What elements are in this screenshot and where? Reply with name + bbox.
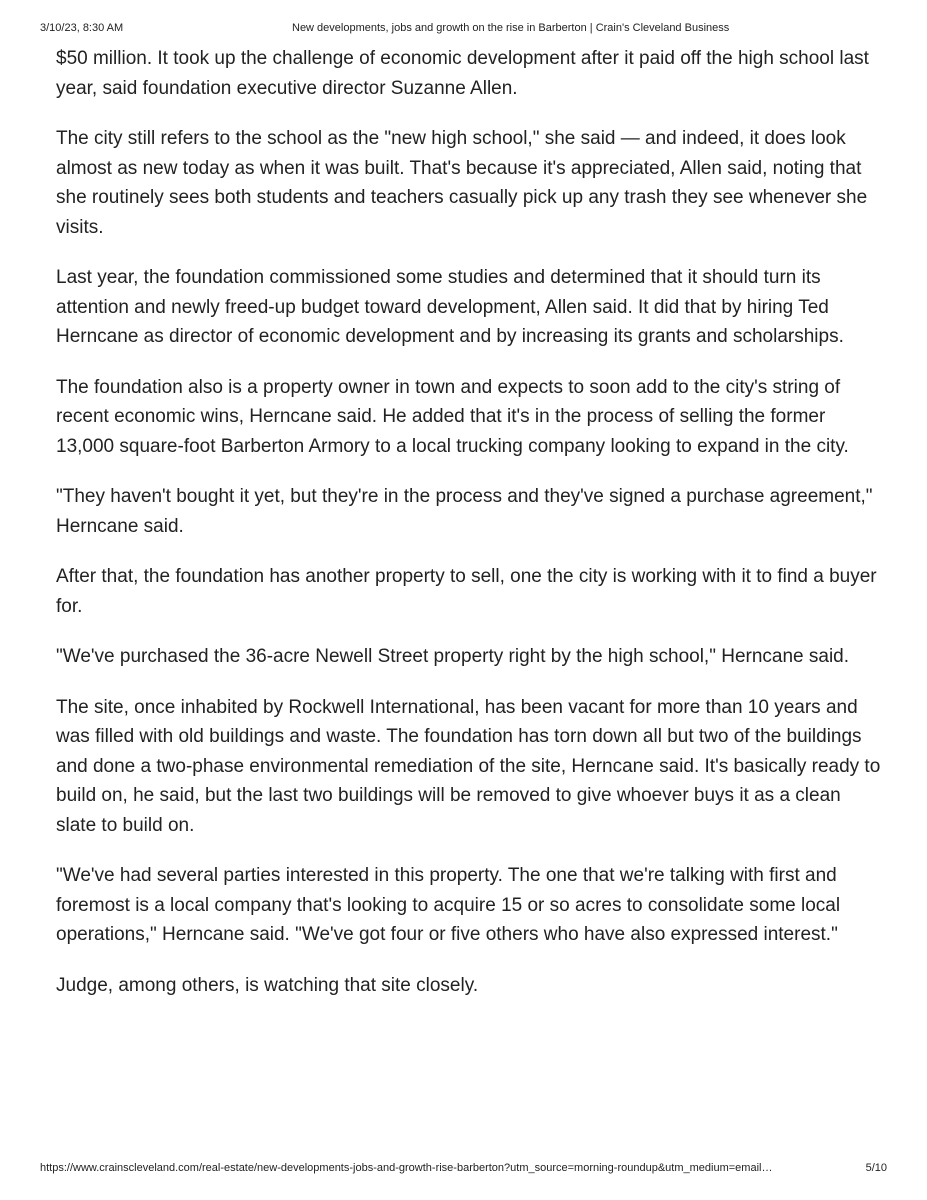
print-footer	[40, 1162, 887, 1178]
paragraph: Judge, among others, is watching that site closely.	[56, 974, 479, 996]
print-date: 3/10/23, 8:30 AM	[40, 22, 124, 34]
paragraph: The foundation also is a property owner in town and expects to soon add to the city's string of recent economic wins, Herncane said. He added that it's in the process of selling the former 13,000 square-foot Barberton Armory to a local trucking company looking to expand in the city.	[56, 376, 849, 457]
page-number: 5/10	[865, 1162, 887, 1174]
paragraph: "We've purchased the 36-acre Newell Street property right by the high school," Herncane said.	[56, 646, 850, 667]
paragraph: "They haven't bought it yet, but they're in the process and they've signed a purchase agreement," Herncane said.	[56, 486, 873, 537]
paragraph: The city still refers to the school as the "new high school," she said — and indeed, it does look almost as new today as when it was built. That's because it's appreciated, Allen said, noting that she routinely sees both students and teachers casually pick up any trash they see whenever she visits.	[56, 128, 868, 238]
paragraph: After that, the foundation has another property to sell, one the city is working with it to find a buyer for.	[56, 566, 877, 617]
page-url: https://www.crainscleveland.com/real-estate/new-developments-jobs-and-growth-rise-barberton?utm_source=morning-roundup&utm_medium=email…	[40, 1162, 773, 1174]
article-body	[56, 44, 886, 1021]
page-title: New developments, jobs and growth on the rise in Barberton | Crain's Cleveland Business	[292, 22, 730, 34]
paragraph: $50 million. It took up the challenge of economic development after it paid off the high school last year, said foundation executive director Suzanne Allen.	[56, 48, 869, 99]
paragraph: The site, once inhabited by Rockwell International, has been vacant for more than 10 years and was filled with old buildings and waste. The foundation has torn down all but two of the buildings and done a two-phase environmental remediation of the site, Herncane said. It's basically ready to build on, he said, but the last two buildings will be removed to give whoever buys it as a clean slate to build on.	[56, 696, 881, 836]
paragraph: "We've had several parties interested in this property. The one that we're talking with first and foremost is a local company that's looking to acquire 15 or so acres to consolidate some local operations," Herncane said. "We've got four or five others who have also expressed interest."	[56, 865, 841, 945]
print-header	[40, 22, 887, 38]
paragraph: Last year, the foundation commissioned some studies and determined that it should turn its attention and newly freed-up budget toward development, Allen said. It did that by hiring Ted Herncane as director of economic development and by increasing its grants and scholarships.	[56, 267, 844, 347]
